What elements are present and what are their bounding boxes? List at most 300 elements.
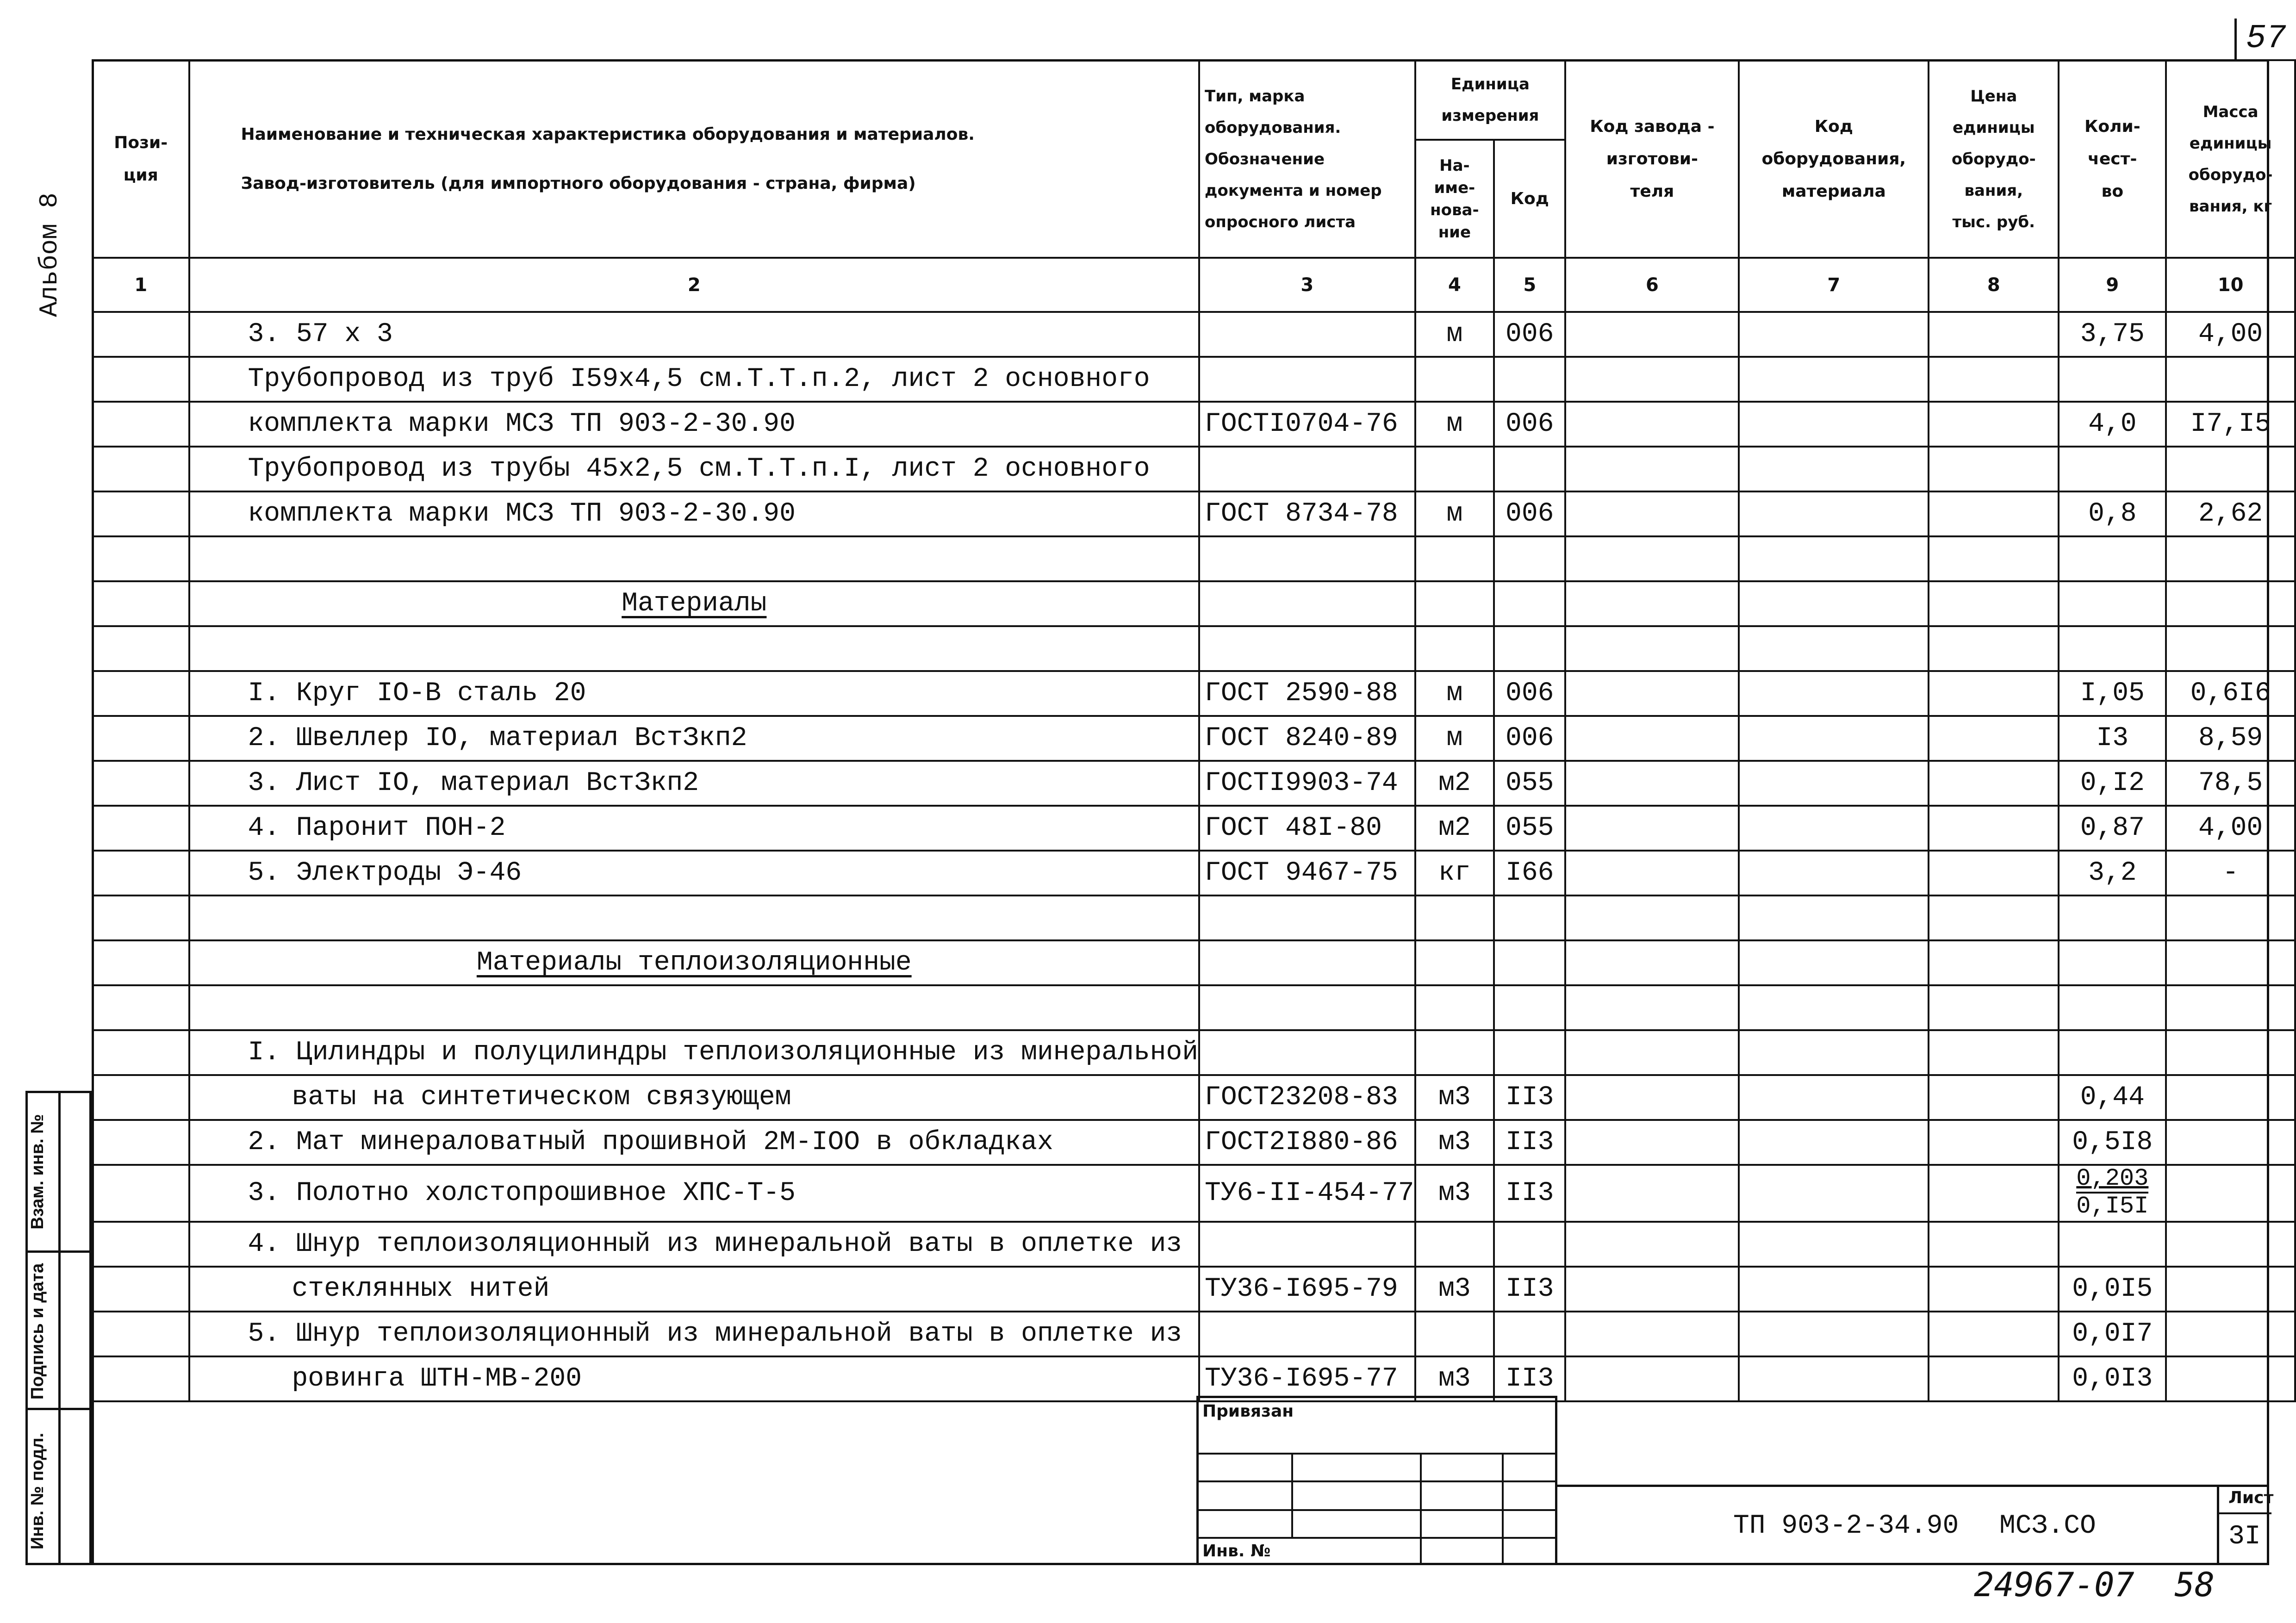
table-row	[93, 402, 2295, 447]
inv-number-label: Инв. №	[1202, 1542, 1271, 1561]
document-code: ТП 903-2-34.90	[1733, 1511, 1959, 1541]
cell-plant-code	[1565, 1356, 1739, 1401]
cell-type: ГОСТI0704-76	[1199, 402, 1415, 447]
table-row	[93, 985, 2295, 1030]
cell-type	[1199, 1030, 1415, 1075]
cell-name	[189, 985, 1200, 1030]
cell-unit-code	[1494, 985, 1565, 1030]
cell-name: стеклянных нитей	[189, 1267, 1200, 1312]
cell-mass: 0,6I6	[2166, 671, 2295, 716]
cell-name: 2. Мат минераловатный прошивной 2М-IOO в обкладках	[189, 1120, 1200, 1165]
cell-unit-code: 006	[1494, 312, 1565, 357]
table-row	[93, 761, 2295, 806]
cell-plant-code	[1565, 447, 1739, 491]
cell-unit-code	[1494, 1222, 1565, 1267]
header-name	[189, 60, 1200, 258]
cell-quantity: 0,87	[2059, 806, 2166, 851]
cell-quantity	[2059, 940, 2166, 985]
table-row	[93, 626, 2295, 671]
cell-equipment-code	[1739, 851, 1929, 895]
cell-equipment-code	[1739, 312, 1929, 357]
document-mark: МСЗ.СО	[1999, 1511, 2096, 1541]
cell-plant-code	[1565, 1075, 1739, 1120]
cell-unit-name: м3	[1415, 1165, 1494, 1222]
table-row	[93, 1312, 2295, 1356]
cell-name: ваты на синтетическом связующем	[189, 1075, 1200, 1120]
cell-mass	[2166, 1030, 2295, 1075]
cell-equipment-code	[1739, 671, 1929, 716]
cell-type: ТУ6-II-454-77	[1199, 1165, 1415, 1222]
cell-equipment-code	[1739, 581, 1929, 626]
cell-quantity: 3,2	[2059, 851, 2166, 895]
cell-type	[1199, 1222, 1415, 1267]
cell-name	[189, 626, 1200, 671]
cell-unit-code	[1494, 895, 1565, 940]
cell-price	[1929, 1165, 2059, 1222]
cell-price	[1929, 491, 2059, 536]
side-label-replace: Взам. инв. №	[28, 1114, 47, 1230]
cell-price	[1929, 671, 2059, 716]
cell-mass	[2166, 1075, 2295, 1120]
cell-quantity: 0,0I3	[2059, 1356, 2166, 1401]
cell-quantity: 4,0	[2059, 402, 2166, 447]
col-number-9: 9	[2059, 258, 2166, 312]
cell-name: 5. Электроды Э-46	[189, 851, 1200, 895]
cell-type	[1199, 581, 1415, 626]
header-position: Пози-ция	[93, 60, 189, 258]
cell-type	[1199, 536, 1415, 581]
col-number-5: 5	[1494, 258, 1565, 312]
cell-quantity: 0,0I5	[2059, 1267, 2166, 1312]
cell-quantity: 0,I2	[2059, 761, 2166, 806]
cell-mass	[2166, 357, 2295, 402]
cell-unit-name: м3	[1415, 1356, 1494, 1401]
cell-name: Трубопровод из труб I59x4,5 см.Т.Т.п.2, лист 2 основного	[189, 357, 1200, 402]
cell-unit-name: м3	[1415, 1267, 1494, 1312]
cell-unit-code: 055	[1494, 806, 1565, 851]
cell-price	[1929, 402, 2059, 447]
col-number-10: 10	[2166, 258, 2295, 312]
cell-name	[189, 895, 1200, 940]
cell-type	[1199, 895, 1415, 940]
col-number-7: 7	[1739, 258, 1929, 312]
cell-price	[1929, 985, 2059, 1030]
section-row	[93, 581, 2295, 626]
quantity-fraction	[2076, 1166, 2148, 1219]
table-row	[93, 671, 2295, 716]
cell-mass	[2166, 1312, 2295, 1356]
table-row	[93, 1165, 2295, 1222]
cell-unit-code: 006	[1494, 402, 1565, 447]
cell-name: I. Круг IO-B сталь 20	[189, 671, 1200, 716]
cell-type: ГОСТ23208-83	[1199, 1075, 1415, 1120]
sheet-cell	[2217, 1485, 2274, 1565]
cell-mass: 4,00	[2166, 806, 2295, 851]
cell-quantity	[2059, 447, 2166, 491]
table-row	[93, 357, 2295, 402]
specification-table	[92, 59, 2296, 1402]
section-title: Материалы	[189, 581, 1200, 626]
cell-mass	[2166, 1356, 2295, 1401]
cell-type	[1199, 312, 1415, 357]
cell-plant-code	[1565, 1120, 1739, 1165]
table-row	[93, 491, 2295, 536]
table-row	[93, 1356, 2295, 1401]
cell-unit-code: II3	[1494, 1075, 1565, 1120]
cell-name: Трубопровод из трубы 45x2,5 см.Т.Т.п.I, лист 2 основного	[189, 447, 1200, 491]
album-label: Альбом 8	[35, 193, 64, 317]
cell-type: ТУ36-I695-79	[1199, 1267, 1415, 1312]
cell-unit-name	[1415, 447, 1494, 491]
cell-mass	[2166, 1120, 2295, 1165]
cell-price	[1929, 1030, 2059, 1075]
header-mass: Масса единицы оборудо-вания, кг	[2166, 60, 2295, 258]
table-row	[93, 806, 2295, 851]
cell-unit-name	[1415, 357, 1494, 402]
table-row	[93, 1267, 2295, 1312]
side-stamp-strip	[25, 1091, 92, 1565]
cell-mass: 8,59	[2166, 716, 2295, 761]
col-number-6: 6	[1565, 258, 1739, 312]
quantity-top: 0,203	[2076, 1166, 2148, 1194]
cell-plant-code	[1565, 1312, 1739, 1356]
table-row	[93, 1030, 2295, 1075]
side-label-signature: Подпись и дата	[28, 1263, 47, 1400]
bound-label: Привязан	[1202, 1402, 1294, 1421]
cell-name: комплекта марки МСЗ ТП 903-2-30.90	[189, 402, 1200, 447]
cell-plant-code	[1565, 626, 1739, 671]
cell-name: 3. Полотно холстопрошивное ХПС-Т-5	[189, 1165, 1200, 1222]
cell-equipment-code	[1739, 985, 1929, 1030]
cell-name: комплекта марки МСЗ ТП 903-2-30.90	[189, 491, 1200, 536]
cell-unit-code: 006	[1494, 716, 1565, 761]
cell-unit-code	[1494, 447, 1565, 491]
cell-equipment-code	[1739, 1356, 1929, 1401]
sheet-value: 3I	[2228, 1522, 2261, 1552]
table-row	[93, 312, 2295, 357]
col-number-8: 8	[1929, 258, 2059, 312]
cell-mass	[2166, 536, 2295, 581]
cell-unit-code	[1494, 940, 1565, 985]
cell-position	[93, 626, 189, 671]
cell-unit-name	[1415, 1312, 1494, 1356]
cell-price	[1929, 447, 2059, 491]
cell-unit-name	[1415, 536, 1494, 581]
binding-stamp	[1196, 1396, 1557, 1565]
cell-price	[1929, 1356, 2059, 1401]
header-name-line1: Наименование и техническая характеристика оборудования и материалов.	[241, 124, 975, 144]
cell-position	[93, 940, 189, 985]
cell-price	[1929, 581, 2059, 626]
cell-quantity	[2059, 895, 2166, 940]
cell-unit-name	[1415, 895, 1494, 940]
cell-price	[1929, 761, 2059, 806]
cell-price	[1929, 940, 2059, 985]
cell-mass	[2166, 1165, 2295, 1222]
cell-price	[1929, 1267, 2059, 1312]
header-unit-code: Код	[1494, 140, 1565, 258]
cell-unit-name	[1415, 1222, 1494, 1267]
table-row	[93, 536, 2295, 581]
col-number-1: 1	[93, 258, 189, 312]
cell-price	[1929, 1120, 2059, 1165]
cell-price	[1929, 357, 2059, 402]
cell-unit-name: м	[1415, 402, 1494, 447]
cell-price	[1929, 895, 2059, 940]
cell-unit-name: м	[1415, 671, 1494, 716]
cell-plant-code	[1565, 491, 1739, 536]
cell-mass	[2166, 626, 2295, 671]
cell-equipment-code	[1739, 761, 1929, 806]
header-equipment-code: Код оборудования, материала	[1739, 60, 1929, 258]
header-price: Цена единицы оборудо-вания, тыс. руб.	[1929, 60, 2059, 258]
cell-plant-code	[1565, 940, 1739, 985]
cell-type: ГОСТ 8734-78	[1199, 491, 1415, 536]
cell-price	[1929, 1222, 2059, 1267]
cell-price	[1929, 806, 2059, 851]
cell-unit-name: м3	[1415, 1075, 1494, 1120]
cell-mass	[2166, 1222, 2295, 1267]
table-row	[93, 851, 2295, 895]
quantity-bottom: 0,I5I	[2076, 1193, 2149, 1220]
cell-plant-code	[1565, 536, 1739, 581]
cell-type	[1199, 940, 1415, 985]
cell-mass	[2166, 581, 2295, 626]
cell-equipment-code	[1739, 1312, 1929, 1356]
cell-position	[93, 402, 189, 447]
cell-plant-code	[1565, 985, 1739, 1030]
cell-unit-code: II3	[1494, 1356, 1565, 1401]
section-row	[93, 940, 2295, 985]
cell-plant-code	[1565, 716, 1739, 761]
table-row	[93, 716, 2295, 761]
cell-equipment-code	[1739, 940, 1929, 985]
header-type: Тип, марка оборудования. Обозначение документа и номер опросного листа	[1199, 60, 1415, 258]
cell-name: 2. Швеллер IO, материал ВстЗкп2	[189, 716, 1200, 761]
header-plant-code: Код завода - изготови-теля	[1565, 60, 1739, 258]
cell-plant-code	[1565, 402, 1739, 447]
cell-type	[1199, 357, 1415, 402]
sheet-number-box	[2234, 19, 2292, 60]
cell-position	[93, 536, 189, 581]
header-quantity: Коли-чест-во	[2059, 60, 2166, 258]
cell-mass	[2166, 940, 2295, 985]
cell-equipment-code	[1739, 536, 1929, 581]
cell-unit-code: II3	[1494, 1165, 1565, 1222]
cell-unit-name: кг	[1415, 851, 1494, 895]
cell-equipment-code	[1739, 806, 1929, 851]
cell-price	[1929, 716, 2059, 761]
cell-plant-code	[1565, 671, 1739, 716]
cell-unit-code	[1494, 536, 1565, 581]
cell-name: 3. Лист IO, материал ВстЗкп2	[189, 761, 1200, 806]
footer-number: 24967-07 58	[1974, 1565, 2215, 1604]
cell-equipment-code	[1739, 447, 1929, 491]
header-unit-name: На-име-нова-ние	[1415, 140, 1494, 258]
cell-position	[93, 581, 189, 626]
cell-plant-code	[1565, 761, 1739, 806]
cell-unit-name	[1415, 581, 1494, 626]
cell-unit-code	[1494, 626, 1565, 671]
cell-unit-name: м	[1415, 491, 1494, 536]
cell-unit-code: 006	[1494, 671, 1565, 716]
cell-price	[1929, 312, 2059, 357]
cell-quantity	[2059, 536, 2166, 581]
cell-type	[1199, 447, 1415, 491]
cell-type: ГОСТ 9467-75	[1199, 851, 1415, 895]
header-name-line2: Завод-изготовитель (для импортного оборудования - страна, фирма)	[241, 174, 916, 193]
cell-position	[93, 357, 189, 402]
cell-unit-code: II3	[1494, 1267, 1565, 1312]
cell-unit-name	[1415, 1030, 1494, 1075]
cell-price	[1929, 851, 2059, 895]
cell-equipment-code	[1739, 626, 1929, 671]
cell-name: 4. Паронит ПОН-2	[189, 806, 1200, 851]
col-number-4: 4	[1415, 258, 1494, 312]
cell-type	[1199, 1312, 1415, 1356]
table-row	[93, 895, 2295, 940]
cell-mass	[2166, 895, 2295, 940]
side-label-inv: Инв. № подл.	[28, 1432, 47, 1550]
cell-position	[93, 1165, 189, 1222]
cell-quantity: 0,8	[2059, 491, 2166, 536]
cell-unit-code	[1494, 1030, 1565, 1075]
cell-name: ровинга ШТН-МВ-200	[189, 1356, 1200, 1401]
cell-plant-code	[1565, 1267, 1739, 1312]
cell-type	[1199, 626, 1415, 671]
cell-price	[1929, 1075, 2059, 1120]
cell-position	[93, 1222, 189, 1267]
cell-type: ГОСТ 8240-89	[1199, 716, 1415, 761]
cell-position	[93, 985, 189, 1030]
cell-unit-name	[1415, 985, 1494, 1030]
cell-position	[93, 761, 189, 806]
cell-mass: 78,5	[2166, 761, 2295, 806]
cell-plant-code	[1565, 806, 1739, 851]
cell-type: ГОСТI9903-74	[1199, 761, 1415, 806]
cell-position	[93, 851, 189, 895]
cell-position	[93, 1312, 189, 1356]
cell-name: I. Цилиндры и полуцилиндры теплоизоляционные из минеральной	[189, 1030, 1200, 1075]
cell-position	[93, 1267, 189, 1312]
cell-quantity	[2059, 1222, 2166, 1267]
cell-equipment-code	[1739, 491, 1929, 536]
cell-position	[93, 1075, 189, 1120]
cell-equipment-code	[1739, 1267, 1929, 1312]
cell-quantity	[2059, 1030, 2166, 1075]
cell-name: 4. Шнур теплоизоляционный из минеральной ваты в оплетке из	[189, 1222, 1200, 1267]
cell-position	[93, 1120, 189, 1165]
cell-position	[93, 491, 189, 536]
cell-equipment-code	[1739, 1120, 1929, 1165]
cell-quantity	[2059, 1165, 2166, 1222]
cell-mass: I7,I5	[2166, 402, 2295, 447]
cell-name: 5. Шнур теплоизоляционный из минеральной ваты в оплетке из	[189, 1312, 1200, 1356]
cell-equipment-code	[1739, 716, 1929, 761]
cell-mass: -	[2166, 851, 2295, 895]
cell-plant-code	[1565, 1030, 1739, 1075]
cell-price	[1929, 536, 2059, 581]
cell-unit-name	[1415, 940, 1494, 985]
table-row	[93, 1075, 2295, 1120]
cell-quantity	[2059, 985, 2166, 1030]
cell-unit-name	[1415, 626, 1494, 671]
cell-plant-code	[1565, 895, 1739, 940]
cell-unit-code	[1494, 357, 1565, 402]
cell-unit-code: 006	[1494, 491, 1565, 536]
cell-equipment-code	[1739, 1030, 1929, 1075]
cell-unit-name: м2	[1415, 761, 1494, 806]
cell-type	[1199, 985, 1415, 1030]
cell-unit-code: II3	[1494, 1120, 1565, 1165]
cell-unit-name: м	[1415, 716, 1494, 761]
cell-position	[93, 806, 189, 851]
cell-unit-name: м	[1415, 312, 1494, 357]
cell-quantity: 0,5I8	[2059, 1120, 2166, 1165]
section-title: Материалы теплоизоляционные	[189, 940, 1200, 985]
cell-plant-code	[1565, 1165, 1739, 1222]
cell-equipment-code	[1739, 1165, 1929, 1222]
cell-equipment-code	[1739, 1222, 1929, 1267]
cell-equipment-code	[1739, 357, 1929, 402]
cell-plant-code	[1565, 1222, 1739, 1267]
cell-plant-code	[1565, 312, 1739, 357]
cell-equipment-code	[1739, 895, 1929, 940]
cell-mass	[2166, 985, 2295, 1030]
cell-quantity	[2059, 581, 2166, 626]
cell-unit-name: м2	[1415, 806, 1494, 851]
cell-quantity	[2059, 357, 2166, 402]
col-number-2: 2	[189, 258, 1200, 312]
header-unit-group: Единица измерения	[1415, 60, 1566, 140]
cell-quantity: I,05	[2059, 671, 2166, 716]
cell-quantity: 3,75	[2059, 312, 2166, 357]
cell-name	[189, 536, 1200, 581]
cell-mass	[2166, 1267, 2295, 1312]
table-row	[93, 1222, 2295, 1267]
cell-unit-code: 055	[1494, 761, 1565, 806]
cell-unit-name: м3	[1415, 1120, 1494, 1165]
cell-position	[93, 895, 189, 940]
table-row	[93, 1120, 2295, 1165]
sheet-number: 57	[2246, 19, 2286, 57]
cell-mass: 4,00	[2166, 312, 2295, 357]
col-number-3: 3	[1199, 258, 1415, 312]
cell-mass	[2166, 447, 2295, 491]
cell-plant-code	[1565, 581, 1739, 626]
cell-name: 3. 57 x 3	[189, 312, 1200, 357]
cell-type: ГОСТ 2590-88	[1199, 671, 1415, 716]
cell-mass: 2,62	[2166, 491, 2295, 536]
cell-position	[93, 1356, 189, 1401]
cell-equipment-code	[1739, 1075, 1929, 1120]
cell-quantity	[2059, 626, 2166, 671]
cell-position	[93, 1030, 189, 1075]
cell-quantity: 0,44	[2059, 1075, 2166, 1120]
cell-position	[93, 447, 189, 491]
cell-price	[1929, 626, 2059, 671]
cell-position	[93, 671, 189, 716]
cell-plant-code	[1565, 357, 1739, 402]
cell-type: ТУ36-I695-77	[1199, 1356, 1415, 1401]
cell-position	[93, 312, 189, 357]
cell-plant-code	[1565, 851, 1739, 895]
sheet-label: Лист	[2228, 1488, 2274, 1507]
cell-equipment-code	[1739, 402, 1929, 447]
cell-unit-code	[1494, 1312, 1565, 1356]
table-row	[93, 447, 2295, 491]
cell-position	[93, 716, 189, 761]
